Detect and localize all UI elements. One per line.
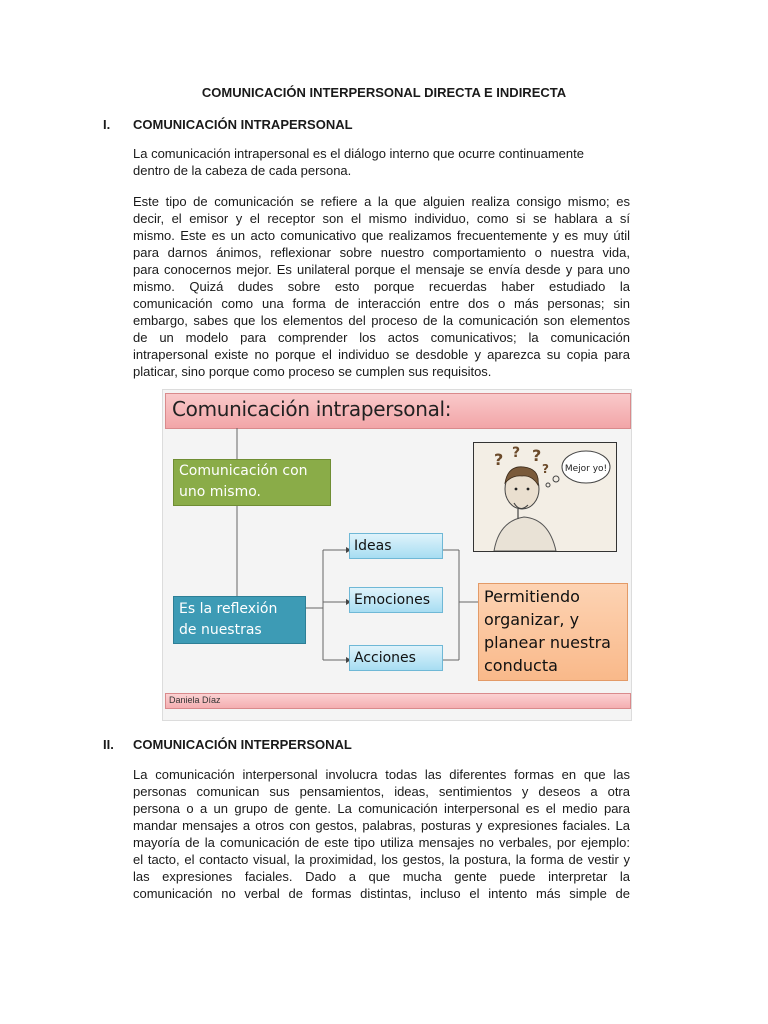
box-line: de nuestras bbox=[179, 622, 262, 638]
box-line: Permitiendo bbox=[484, 587, 580, 606]
text-line: mismo. Este es un acto comunicativo que realizamos frecuentemente y es muy útil bbox=[133, 228, 630, 243]
box-line: conducta bbox=[484, 656, 558, 675]
text-line: intrapersonal existe no porque el individuo se desdoble y aparezca su copia para bbox=[133, 347, 630, 362]
text-line: el tacto, el contacto visual, la proximidad, los gestos, la postura, la forma de vestir y bbox=[133, 852, 630, 867]
section-1-heading: COMUNICACIÓN INTRAPERSONAL bbox=[133, 117, 353, 132]
document-title: COMUNICACIÓN INTERPERSONAL DIRECTA E INDIRECTA bbox=[201, 85, 567, 100]
text-line: para conocernos mejor. Es unilateral porque el mensaje se envía desde y para uno bbox=[133, 262, 630, 277]
intrapersonal-diagram bbox=[162, 389, 632, 721]
section-1-paragraph-1 bbox=[133, 145, 630, 179]
text-line: comunicación como una forma de interacción entre dos o más personas; sin bbox=[133, 296, 630, 311]
svg-text:?: ? bbox=[494, 450, 504, 469]
section-1-number: I. bbox=[103, 117, 111, 132]
box-line: Es la reflexión bbox=[179, 601, 278, 617]
box-ideas: Ideas bbox=[349, 533, 443, 559]
text-line: mandar mensajes a otros con gestos, palabras, posturas y expresiones faciales. La bbox=[133, 818, 630, 833]
diagram-title: Comunicación intrapersonal: bbox=[172, 397, 452, 421]
text-line: mismo. Quizá dudes sobre esto porque recuerdas haber estudiado la bbox=[133, 279, 630, 294]
box-actions: Acciones bbox=[349, 645, 443, 671]
text-line: persona o a un grupo de gente. La comunicación interpersonal es el medio para bbox=[133, 801, 630, 816]
box-reflection bbox=[173, 596, 306, 644]
text-line: Este tipo de comunicación se refiere a la que alguien realiza consigo mismo; es bbox=[133, 194, 630, 209]
section-2-paragraph-1 bbox=[133, 766, 630, 902]
text-line: comunicación no verbal de formas distintas, incluso el intento más simple de bbox=[133, 886, 630, 901]
text-line: dentro de la cabeza de cada persona. bbox=[133, 163, 352, 178]
text-line: de un modelo para comprender los actos comunicativos; la comunicación bbox=[133, 330, 630, 345]
text-line: las expresiones faciales. Dado a que mucha gente puede interpretar la bbox=[133, 869, 630, 884]
section-1-paragraph-2 bbox=[133, 193, 630, 380]
thinking-person-drawing bbox=[474, 443, 616, 551]
svg-text:?: ? bbox=[512, 445, 521, 461]
text-line: mayoría de la comunicación de este tipo utiliza mensajes no verbales, por ejemplo: bbox=[133, 835, 630, 850]
text-line: para darnos ánimos, reflexionar sobre nuestro comportamiento o nuestra vida, bbox=[133, 245, 630, 260]
box-line: uno mismo. bbox=[179, 484, 261, 500]
diagram-author: Daniela Díaz bbox=[169, 695, 221, 705]
section-2-number: II. bbox=[103, 737, 114, 752]
box-line: organizar, y bbox=[484, 610, 580, 629]
diagram-footer bbox=[165, 693, 631, 709]
text-line: platicar, sino porque como proceso se cumplen sus requisitos. bbox=[133, 364, 492, 379]
text-line: embargo, sabes que los elementos del proceso de la comunicación son elementos bbox=[133, 313, 630, 328]
svg-text:?: ? bbox=[532, 446, 542, 465]
text-line: La comunicación intrapersonal es el diálogo interno que ocurre continuamente bbox=[133, 146, 584, 161]
text-line: decir, el emisor y el receptor son el mismo individuo, como si se hablara a sí bbox=[133, 211, 630, 226]
section-2-heading: COMUNICACIÓN INTERPERSONAL bbox=[133, 737, 352, 752]
text-line: La comunicación interpersonal involucra todas las diferentes formas en que las bbox=[133, 767, 630, 782]
bubble-text: Mejor yo! bbox=[564, 464, 608, 474]
box-self-communication bbox=[173, 459, 331, 506]
box-emotions: Emociones bbox=[349, 587, 443, 613]
box-organize-conduct bbox=[478, 583, 628, 681]
box-line: planear nuestra bbox=[484, 633, 611, 652]
svg-text:?: ? bbox=[542, 462, 549, 476]
thinking-person-illustration bbox=[473, 442, 617, 552]
text-line: personas comunican sus pensamientos, ideas, sentimientos y deseos a otra bbox=[133, 784, 630, 799]
box-line: Comunicación con bbox=[179, 463, 308, 479]
